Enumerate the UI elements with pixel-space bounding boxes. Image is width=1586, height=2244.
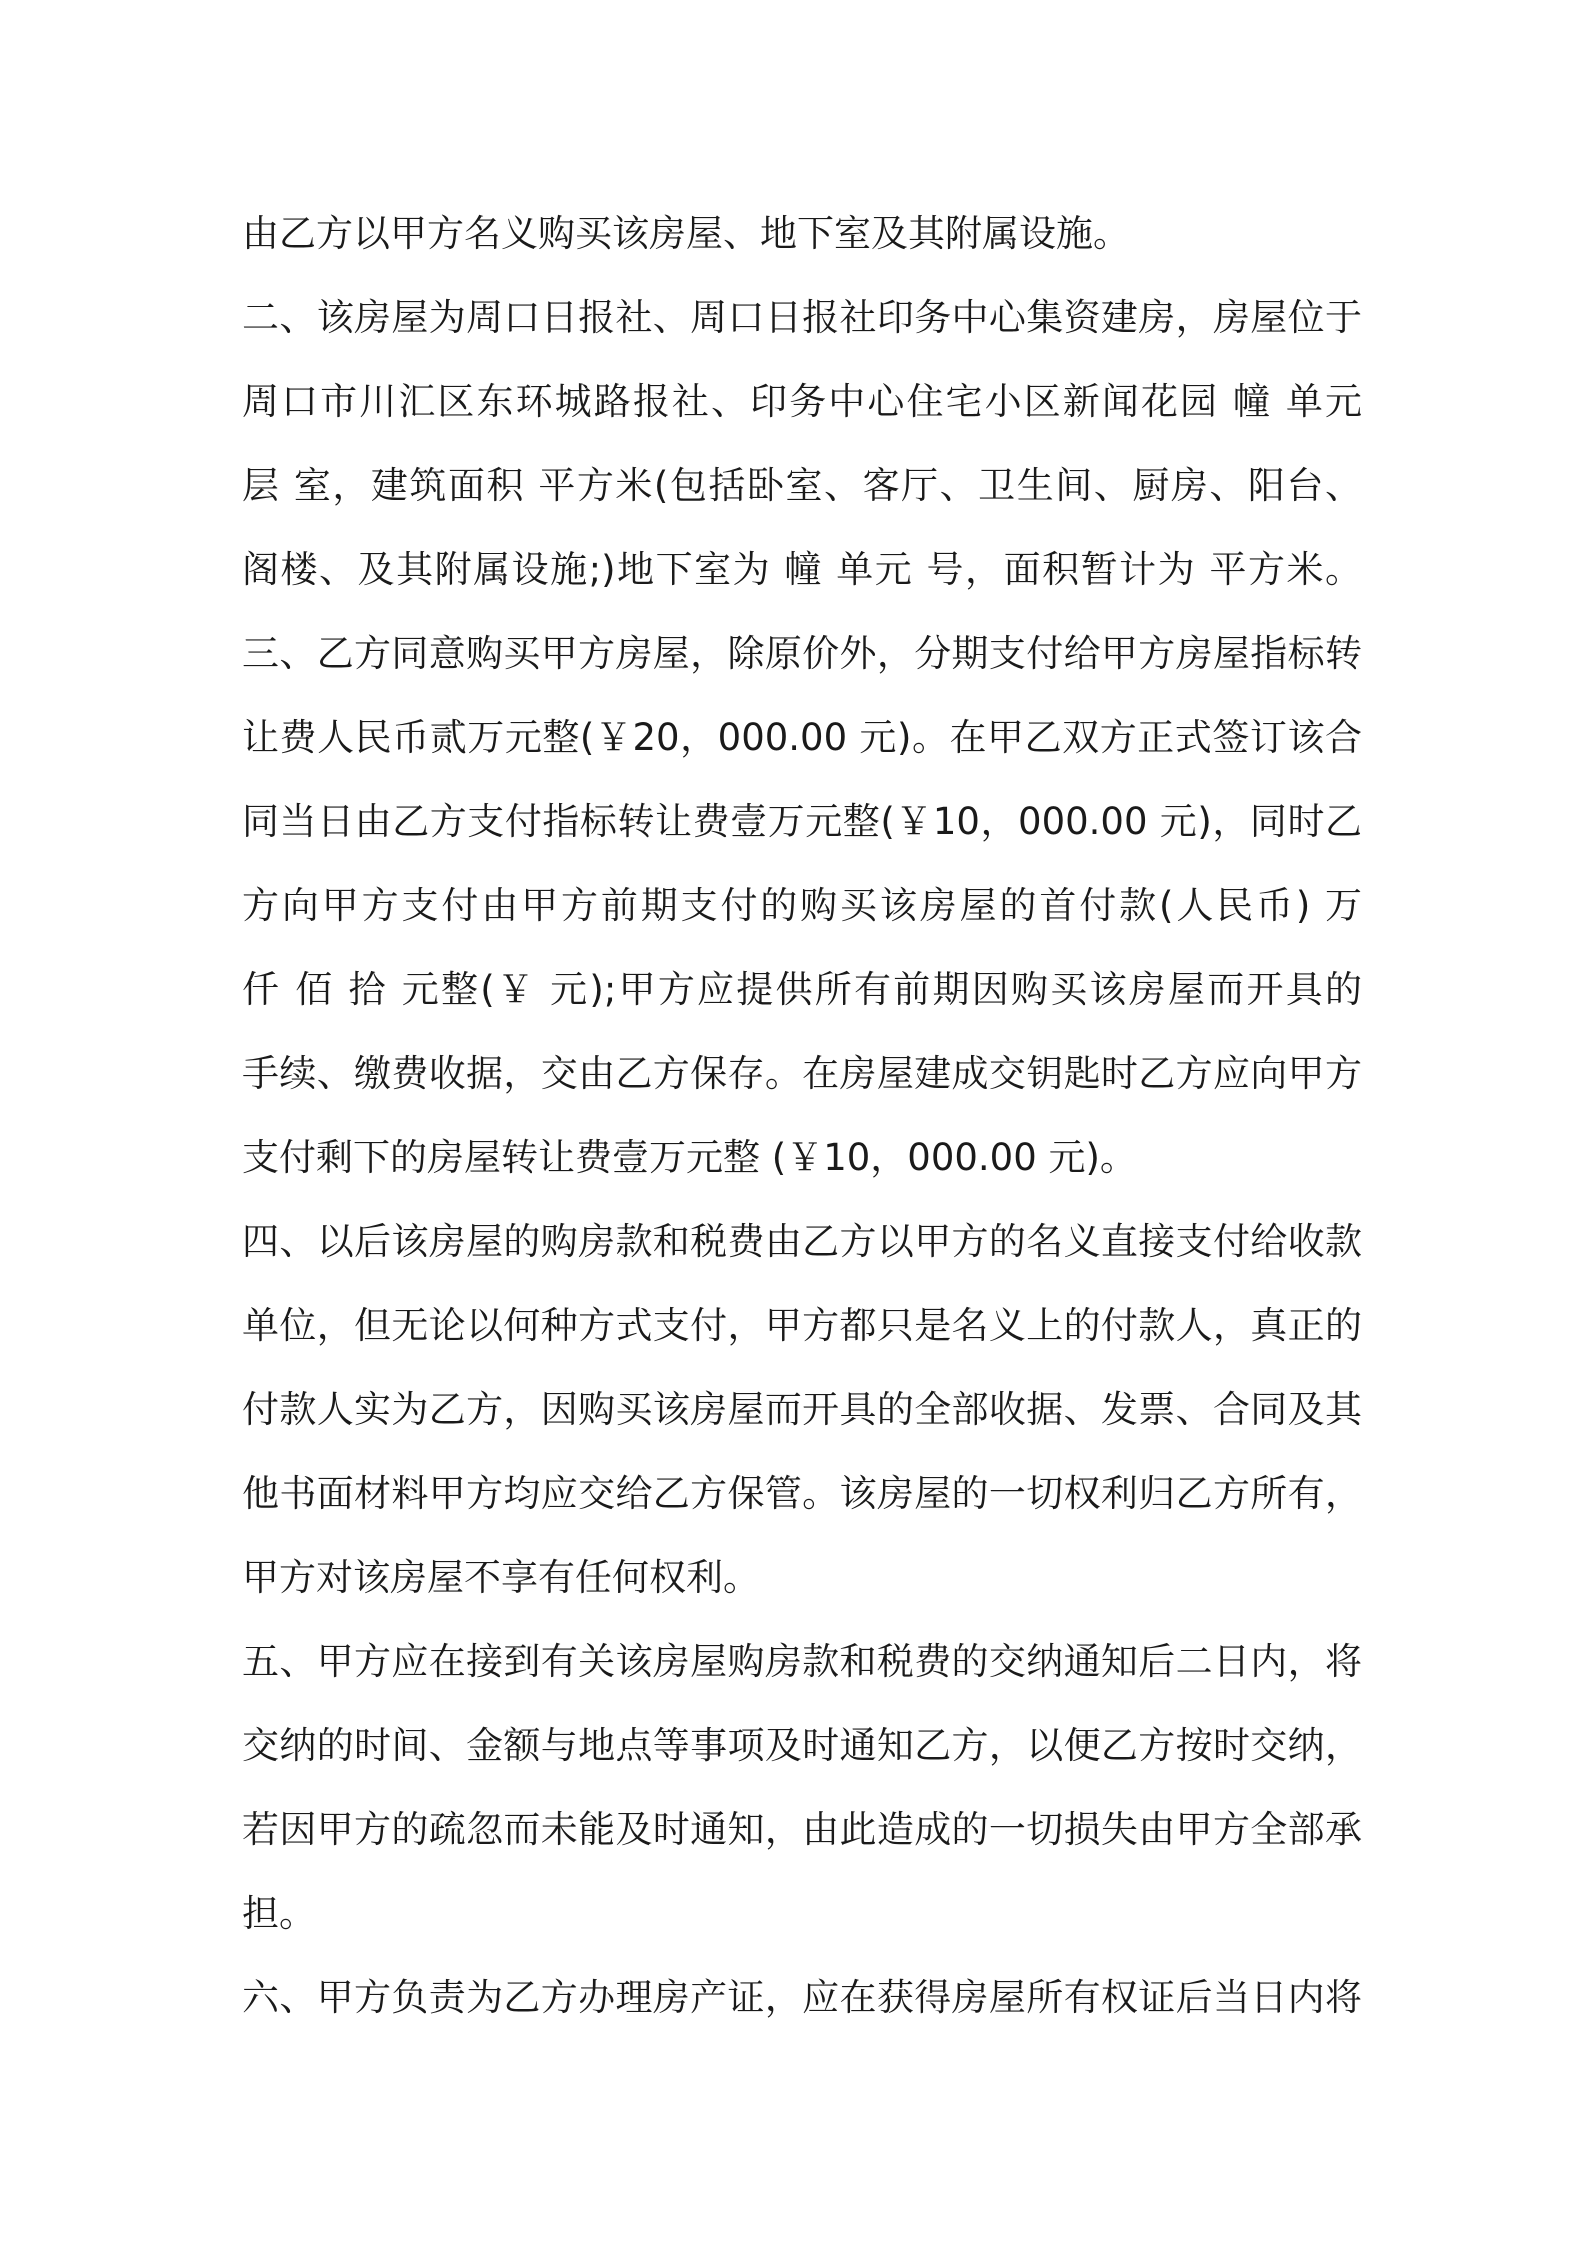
text-line: 担。 [242, 1892, 316, 1935]
contract-body [242, 192, 1362, 2040]
text-line: 五、甲方应在接到有关该房屋购房款和税费的交纳通知后二日内，将 [242, 1640, 1362, 1683]
text-line: 同当日由乙方支付指标转让费壹万元整(￥10，000.00 元)，同时乙 [242, 800, 1362, 843]
text-line: 单位，但无论以何种方式支付，甲方都只是名义上的付款人，真正的 [242, 1304, 1362, 1347]
text-line: 付款人实为乙方，因购买该房屋而开具的全部收据、发票、合同及其 [242, 1388, 1362, 1431]
text-line: 三、乙方同意购买甲方房屋，除原价外，分期支付给甲方房屋指标转 [242, 632, 1362, 675]
text-line: 若因甲方的疏忽而未能及时通知，由此造成的一切损失由甲方全部承 [242, 1808, 1362, 1851]
text-line: 手续、缴费收据，交由乙方保存。在房屋建成交钥匙时乙方应向甲方 [242, 1052, 1362, 1095]
text-line: 四、以后该房屋的购房款和税费由乙方以甲方的名义直接支付给收款 [242, 1220, 1362, 1263]
text-line: 周口市川汇区东环城路报社、印务中心住宅小区新闻花园 幢 单元 [242, 380, 1362, 423]
text-line: 方向甲方支付由甲方前期支付的购买该房屋的首付款(人民币) 万 [242, 884, 1362, 927]
text-line: 支付剩下的房屋转让费壹万元整 (￥10，000.00 元)。 [242, 1136, 1137, 1179]
text-line: 甲方对该房屋不享有任何权利。 [242, 1556, 760, 1599]
text-line: 仟 佰 拾 元整(￥ 元);甲方应提供所有前期因购买该房屋而开具的 [242, 968, 1362, 1011]
text-line: 阁楼、及其附属设施;)地下室为 幢 单元 号，面积暂计为 平方米。 [242, 548, 1362, 591]
text-line: 他书面材料甲方均应交给乙方保管。该房屋的一切权利归乙方所有， [242, 1472, 1362, 1515]
text-line: 让费人民币贰万元整(￥20，000.00 元)。在甲乙双方正式签订该合 [242, 716, 1362, 759]
text-line: 由乙方以甲方名义购买该房屋、地下室及其附属设施。 [242, 212, 1130, 255]
text-line: 二、该房屋为周口日报社、周口日报社印务中心集资建房，房屋位于 [242, 296, 1362, 339]
text-line: 交纳的时间、金额与地点等事项及时通知乙方，以便乙方按时交纳， [242, 1724, 1362, 1767]
text-line: 六、甲方负责为乙方办理房产证，应在获得房屋所有权证后当日内将 [242, 1976, 1362, 2019]
text-line: 层 室，建筑面积 平方米(包括卧室、客厅、卫生间、厨房、阳台、 [242, 464, 1362, 507]
